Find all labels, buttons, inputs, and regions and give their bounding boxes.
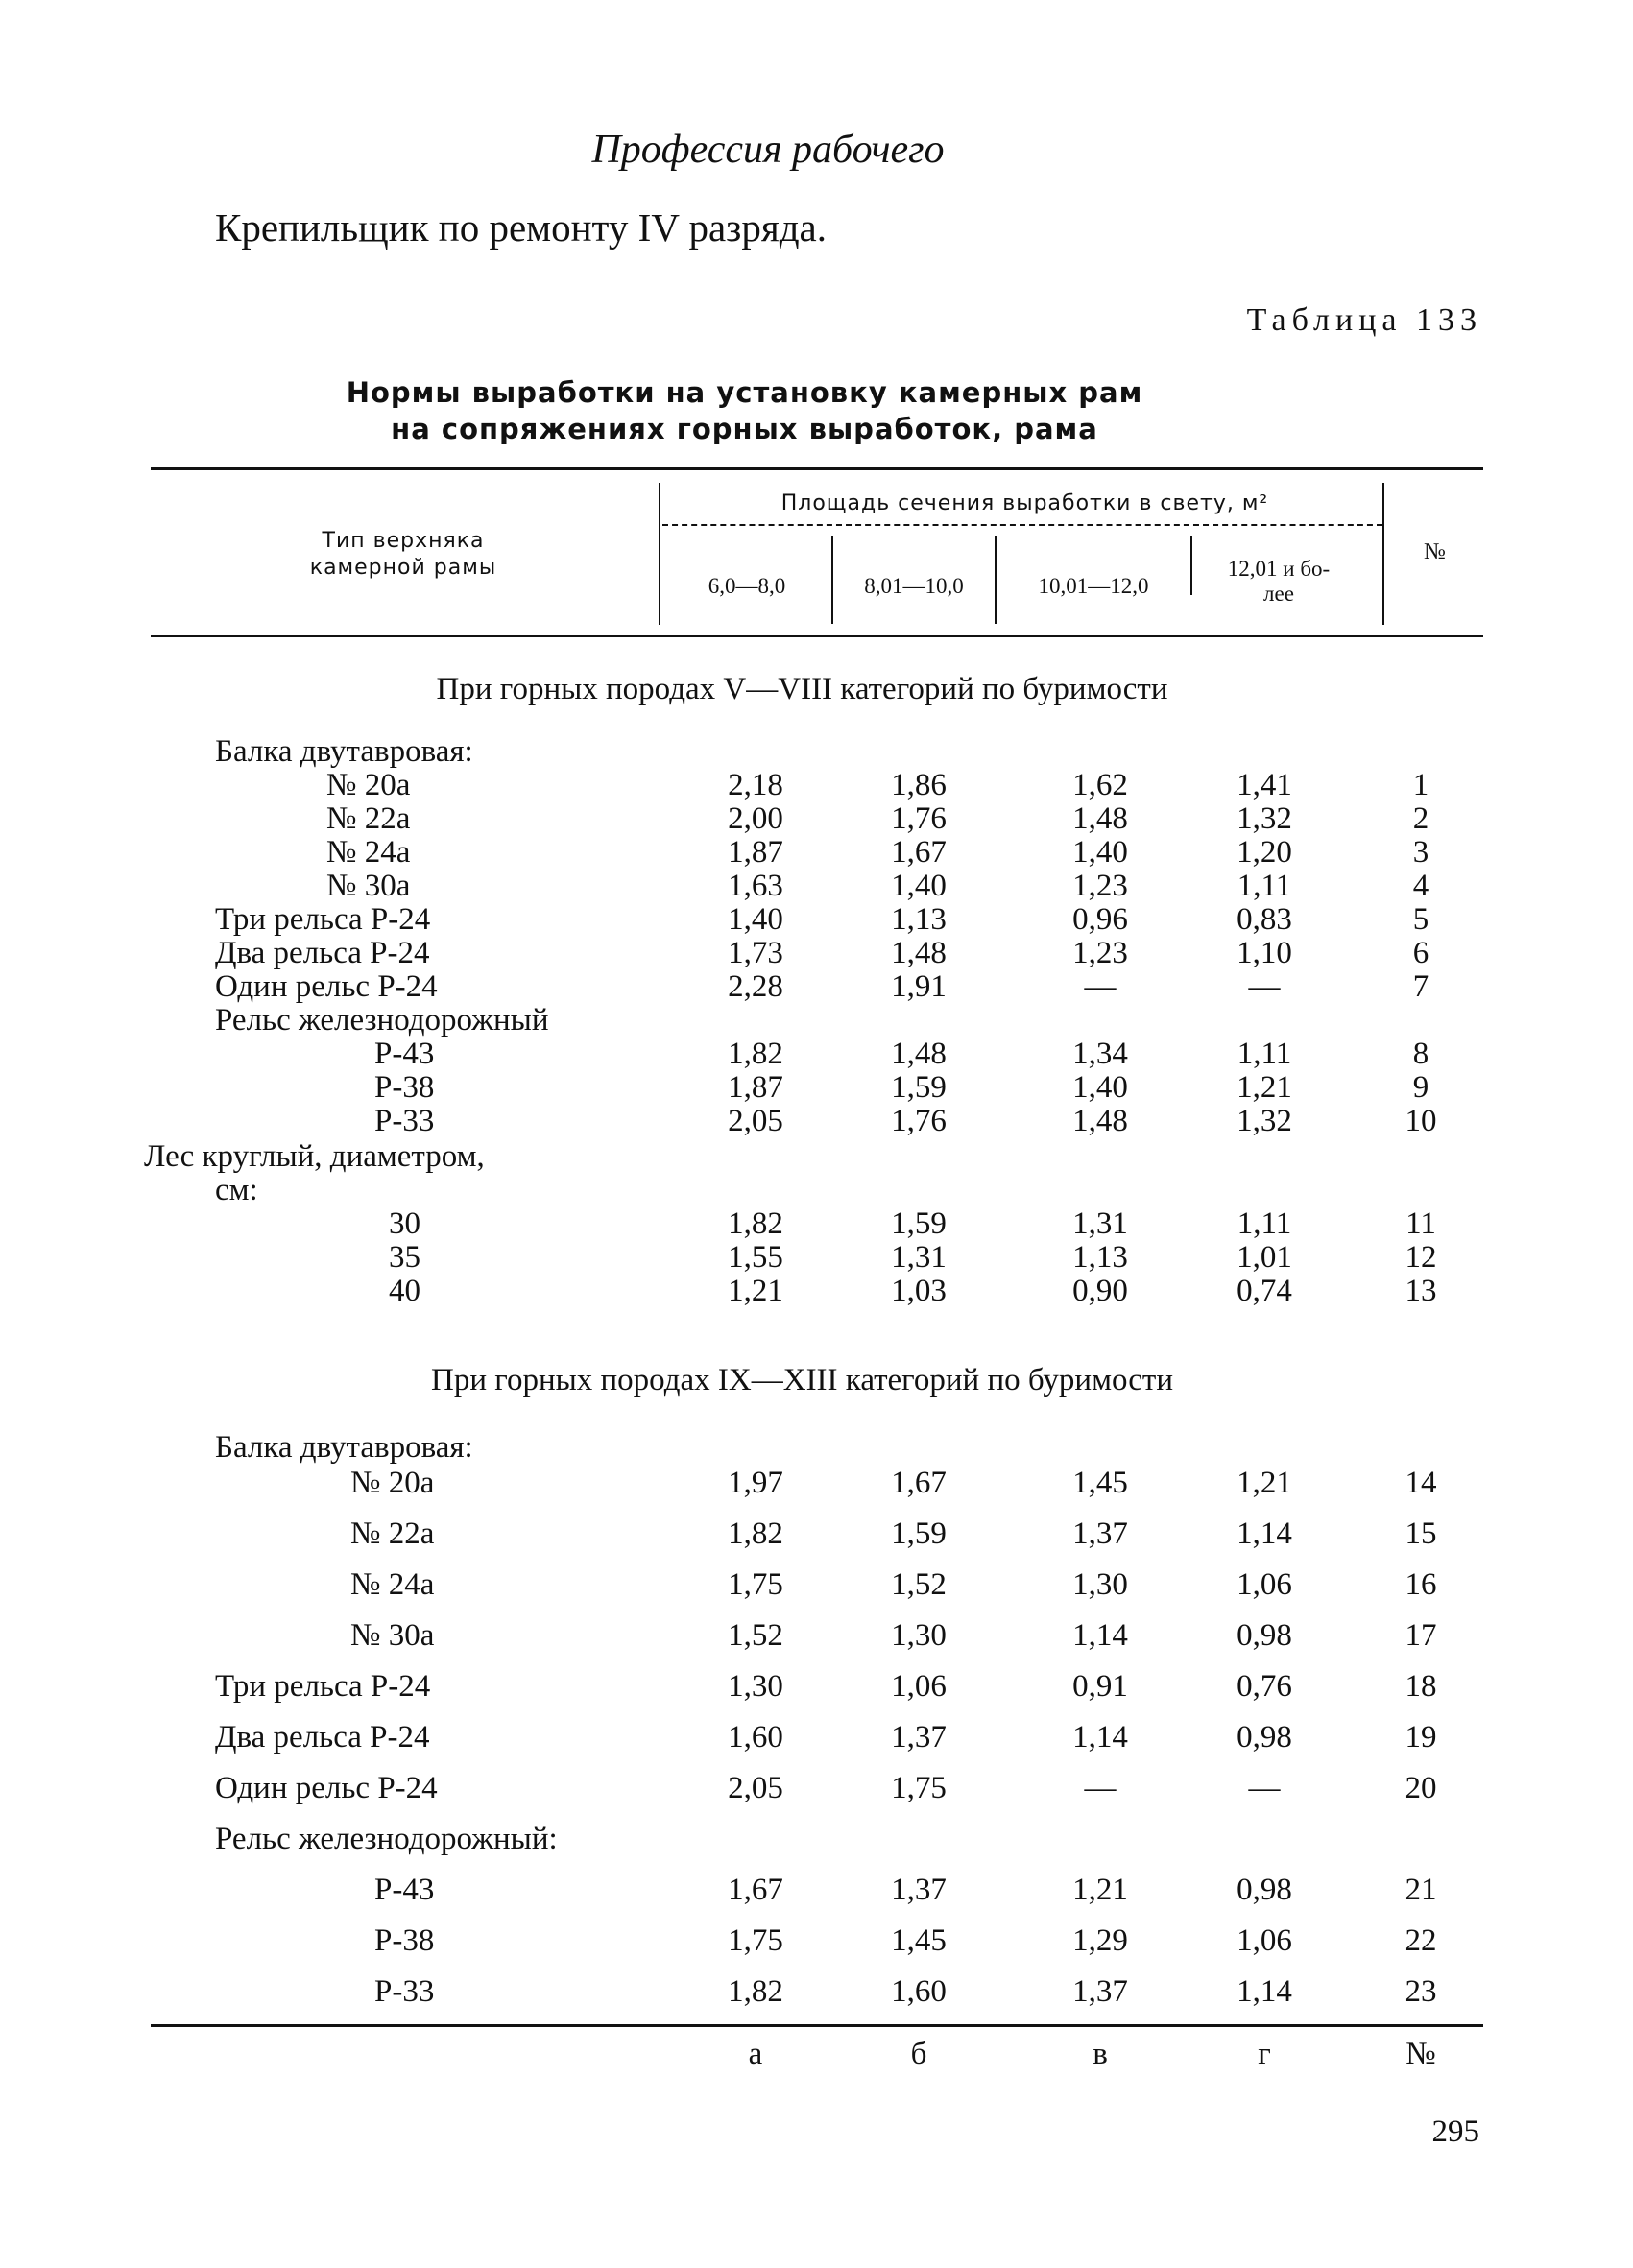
- header-bottom-rule: [151, 635, 1483, 637]
- header-col-a: 6,0—8,0: [708, 574, 786, 598]
- table-row: [0, 1466, 1633, 1500]
- table-title-line-1: Нормы выработки на установку камерных рам: [346, 376, 1143, 409]
- row-label: № 24а: [326, 835, 411, 870]
- cell-v: —: [1084, 969, 1117, 1004]
- cell-num: 7: [1412, 969, 1429, 1004]
- cell-b: 1,67: [891, 1466, 947, 1500]
- table-row: [0, 801, 1633, 836]
- cell-a: 2,00: [728, 801, 783, 836]
- cell-g: 1,21: [1237, 1070, 1292, 1105]
- cell-v: 1,14: [1072, 1618, 1128, 1653]
- cell-g: 1,21: [1237, 1466, 1292, 1500]
- cell-b: 1,86: [891, 768, 947, 802]
- cell-num: 19: [1405, 1720, 1437, 1755]
- table-row: [0, 969, 1633, 1004]
- table-row: [0, 1567, 1633, 1602]
- row-label: № 20а: [326, 768, 411, 802]
- row-label: см:: [215, 1173, 258, 1207]
- cell-g: 1,14: [1237, 1974, 1292, 2009]
- column-letter-v: в: [1093, 2037, 1108, 2071]
- table-row: [0, 1771, 1633, 1805]
- cell-g: 1,11: [1237, 1206, 1292, 1241]
- cell-v: 1,23: [1072, 936, 1128, 970]
- table-title: [0, 374, 1633, 447]
- table-row: [0, 1873, 1633, 1907]
- cell-v: 0,91: [1072, 1669, 1128, 1704]
- table-title-line-2: на сопряжениях горных выработок, рама: [391, 413, 1098, 445]
- cell-num: 16: [1405, 1567, 1437, 1602]
- header-col-v: 10,01—12,0: [1038, 574, 1149, 598]
- cell-b: 1,91: [891, 969, 947, 1004]
- table-row: [0, 768, 1633, 802]
- row-label: Три рельса Р-24: [215, 902, 431, 937]
- row-label: Два рельса Р-24: [215, 936, 430, 970]
- cell-a: 2,18: [728, 768, 783, 802]
- row-label: № 24а: [350, 1567, 435, 1602]
- header-divider-type: [659, 483, 660, 625]
- cell-a: 1,55: [728, 1240, 783, 1275]
- header-col-g-line-2: лее: [1263, 582, 1294, 606]
- cell-v: 1,21: [1072, 1873, 1128, 1907]
- row-label: Р-38: [374, 1070, 435, 1105]
- cell-g: 0,83: [1237, 902, 1292, 937]
- cell-num: 17: [1405, 1618, 1437, 1653]
- cell-g: 1,06: [1237, 1567, 1292, 1602]
- row-label: Р-33: [374, 1104, 435, 1138]
- cell-v: 0,90: [1072, 1274, 1128, 1308]
- cell-num: 10: [1405, 1104, 1437, 1138]
- cell-v: 1,48: [1072, 1104, 1128, 1138]
- table-row: [0, 1618, 1633, 1653]
- row-label: Три рельса Р-24: [215, 1669, 431, 1704]
- cell-num: 18: [1405, 1669, 1437, 1704]
- cell-a: 1,75: [728, 1567, 783, 1602]
- cell-a: 1,40: [728, 902, 783, 937]
- cell-a: 1,97: [728, 1466, 783, 1500]
- cell-num: 11: [1405, 1206, 1436, 1241]
- cell-num: 12: [1405, 1240, 1437, 1275]
- cell-b: 1,30: [891, 1618, 947, 1653]
- cell-b: 1,45: [891, 1923, 947, 1958]
- cell-g: 1,20: [1237, 835, 1292, 870]
- cell-a: 2,28: [728, 969, 783, 1004]
- cell-b: 1,48: [891, 1037, 947, 1071]
- cell-g: 1,01: [1237, 1240, 1292, 1275]
- cell-a: 1,30: [728, 1669, 783, 1704]
- cell-a: 1,52: [728, 1618, 783, 1653]
- column-letters: [0, 2037, 1633, 2075]
- table-row: [0, 1430, 1633, 1465]
- cell-a: 1,63: [728, 869, 783, 903]
- cell-g: 0,74: [1237, 1274, 1292, 1308]
- cell-b: 1,13: [891, 902, 947, 937]
- cell-g: —: [1248, 969, 1281, 1004]
- cell-v: 1,62: [1072, 768, 1128, 802]
- row-label: № 22а: [350, 1516, 435, 1551]
- cell-b: 1,06: [891, 1669, 947, 1704]
- cell-num: 13: [1405, 1274, 1437, 1308]
- section-2-title-text: При горных породах IX—XIII категорий по буримости: [430, 1363, 1174, 1397]
- table-row: [0, 936, 1633, 970]
- row-label: № 30а: [350, 1618, 435, 1653]
- cell-b: 1,75: [891, 1771, 947, 1805]
- table-row: [0, 1139, 1633, 1174]
- cell-a: 1,21: [728, 1274, 783, 1308]
- row-label: 30: [389, 1206, 420, 1241]
- cell-a: 1,67: [728, 1873, 783, 1907]
- cell-a: 1,60: [728, 1720, 783, 1755]
- cell-b: 1,59: [891, 1516, 947, 1551]
- cell-b: 1,76: [891, 1104, 947, 1138]
- cell-a: 1,82: [728, 1974, 783, 2009]
- page-number: 295: [1431, 2114, 1479, 2149]
- cell-v: 1,30: [1072, 1567, 1128, 1602]
- table-number: Таблица 133: [1246, 302, 1482, 338]
- cell-v: 1,45: [1072, 1466, 1128, 1500]
- row-label: Балка двутавровая:: [215, 734, 473, 769]
- cell-a: 1,87: [728, 835, 783, 870]
- section-1-title: [0, 672, 1633, 707]
- table-row: [0, 1003, 1633, 1038]
- cell-v: 1,14: [1072, 1720, 1128, 1755]
- table-row: [0, 1720, 1633, 1755]
- worker-line: Крепильщик по ремонту IV разряда.: [215, 205, 828, 250]
- cell-g: 1,41: [1237, 768, 1292, 802]
- header-type: [154, 528, 653, 582]
- table-row: [0, 1822, 1633, 1856]
- row-label: Рельс железнодорожный:: [215, 1822, 558, 1856]
- cell-b: 1,60: [891, 1974, 947, 2009]
- table-row: [0, 835, 1633, 870]
- cell-v: 1,37: [1072, 1974, 1128, 2009]
- cell-g: 1,06: [1237, 1923, 1292, 1958]
- cell-v: 1,40: [1072, 835, 1128, 870]
- header-col-g-line-1: 12,01 и бо-: [1227, 557, 1331, 581]
- cell-a: 1,75: [728, 1923, 783, 1958]
- cell-b: 1,59: [891, 1206, 947, 1241]
- cell-num: 21: [1405, 1873, 1437, 1907]
- cell-b: 1,67: [891, 835, 947, 870]
- cell-g: 1,10: [1237, 936, 1292, 970]
- cell-g: 1,11: [1237, 869, 1292, 903]
- cell-v: —: [1084, 1771, 1117, 1805]
- row-label: 40: [389, 1274, 420, 1308]
- cell-b: 1,48: [891, 936, 947, 970]
- table-row: [0, 1923, 1633, 1958]
- section-2-title: [0, 1363, 1633, 1398]
- cell-g: 0,76: [1237, 1669, 1292, 1704]
- header-type-line-2: камерной рамы: [309, 556, 497, 580]
- cell-b: 1,59: [891, 1070, 947, 1105]
- row-label: 35: [389, 1240, 420, 1275]
- cell-v: 1,48: [1072, 801, 1128, 836]
- cell-g: 1,32: [1237, 801, 1292, 836]
- cell-num: 23: [1405, 1974, 1437, 2009]
- cell-a: 1,73: [728, 936, 783, 970]
- cell-num: 2: [1412, 801, 1429, 836]
- cell-num: 22: [1405, 1923, 1437, 1958]
- column-letter-a: а: [748, 2037, 763, 2071]
- cell-num: 20: [1405, 1771, 1437, 1805]
- column-letter-g: г: [1258, 2037, 1271, 2071]
- profession-title: Профессия рабочего: [591, 128, 945, 172]
- cell-v: 0,96: [1072, 902, 1128, 937]
- cell-g: 1,32: [1237, 1104, 1292, 1138]
- cell-g: 0,98: [1237, 1873, 1292, 1907]
- cell-a: 2,05: [728, 1104, 783, 1138]
- table-row: [0, 1104, 1633, 1138]
- cell-g: 0,98: [1237, 1720, 1292, 1755]
- table-row: [0, 1206, 1633, 1241]
- cell-b: 1,37: [891, 1720, 947, 1755]
- row-label: Р-33: [374, 1974, 435, 2009]
- section-1-title-text: При горных породах V—VIII категорий по буримости: [436, 672, 1168, 706]
- row-label: Р-43: [374, 1873, 435, 1907]
- cell-b: 1,52: [891, 1567, 947, 1602]
- table-bottom-rule: [151, 2024, 1483, 2027]
- cell-b: 1,40: [891, 869, 947, 903]
- table-row: [0, 1669, 1633, 1704]
- row-label: № 20а: [350, 1466, 435, 1500]
- cell-v: 1,23: [1072, 869, 1128, 903]
- table-row: [0, 1516, 1633, 1551]
- table-row: [0, 1974, 1633, 2009]
- header-col-b: 8,01—10,0: [864, 574, 964, 598]
- cell-num: 3: [1412, 835, 1429, 870]
- table-row: [0, 734, 1633, 769]
- row-label: Р-38: [374, 1923, 435, 1958]
- cell-b: 1,31: [891, 1240, 947, 1275]
- row-label: Рельс железнодорожный: [215, 1003, 549, 1038]
- cell-v: 1,40: [1072, 1070, 1128, 1105]
- cell-a: 2,05: [728, 1771, 783, 1805]
- cell-v: 1,13: [1072, 1240, 1128, 1275]
- cell-num: 5: [1412, 902, 1429, 937]
- table-row: [0, 902, 1633, 937]
- cell-v: 1,34: [1072, 1037, 1128, 1071]
- header-col-g: [1192, 557, 1365, 607]
- header-area-rule: [662, 524, 1382, 526]
- cell-b: 1,37: [891, 1873, 947, 1907]
- cell-num: 15: [1405, 1516, 1437, 1551]
- column-letter-num: №: [1405, 2037, 1436, 2071]
- header-num: №: [1424, 539, 1447, 564]
- row-label: № 30а: [326, 869, 411, 903]
- cell-num: 14: [1405, 1466, 1437, 1500]
- table-row: [0, 1173, 1633, 1207]
- cell-num: 9: [1412, 1070, 1429, 1105]
- cell-v: 1,29: [1072, 1923, 1128, 1958]
- cell-g: 0,98: [1237, 1618, 1292, 1653]
- header-type-line-1: Тип верхняка: [322, 529, 485, 553]
- cell-b: 1,03: [891, 1274, 947, 1308]
- cell-b: 1,76: [891, 801, 947, 836]
- table-row: [0, 1070, 1633, 1105]
- cell-v: 1,37: [1072, 1516, 1128, 1551]
- cell-num: 1: [1412, 768, 1429, 802]
- cell-g: 1,11: [1237, 1037, 1292, 1071]
- cell-num: 6: [1412, 936, 1429, 970]
- row-label: Один рельс Р-24: [215, 969, 438, 1004]
- cell-num: 8: [1412, 1037, 1429, 1071]
- cell-num: 4: [1412, 869, 1429, 903]
- cell-a: 1,87: [728, 1070, 783, 1105]
- row-label: Один рельс Р-24: [215, 1771, 438, 1805]
- cell-a: 1,82: [728, 1206, 783, 1241]
- cell-a: 1,82: [728, 1037, 783, 1071]
- table-row: [0, 1037, 1633, 1071]
- row-label: Р-43: [374, 1037, 435, 1071]
- table-top-rule: [151, 467, 1483, 470]
- row-label: Лес круглый, диаметром,: [144, 1139, 485, 1174]
- row-label: № 22а: [326, 801, 411, 836]
- column-letter-b: б: [910, 2037, 927, 2071]
- cell-a: 1,82: [728, 1516, 783, 1551]
- cell-v: 1,31: [1072, 1206, 1128, 1241]
- table-row: [0, 1274, 1633, 1308]
- header-area: Площадь сечения выработки в свету, м²: [780, 491, 1269, 515]
- row-label: Два рельса Р-24: [215, 1720, 430, 1755]
- row-label: Балка двутавровая:: [215, 1430, 473, 1465]
- cell-g: —: [1248, 1771, 1281, 1805]
- cell-g: 1,14: [1237, 1516, 1292, 1551]
- table-row: [0, 869, 1633, 903]
- table-row: [0, 1240, 1633, 1275]
